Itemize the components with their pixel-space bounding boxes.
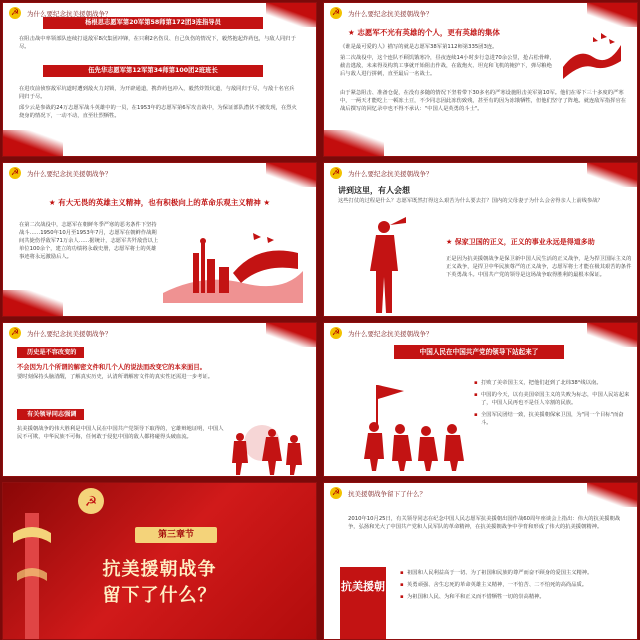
slide-heading: 讲到这里，有人会想 bbox=[338, 186, 410, 195]
slide-thumbnail-8[interactable] bbox=[323, 482, 638, 640]
slide-heading bbox=[3, 197, 316, 208]
slide-paragraph: 由于紧急阻击、准备仓促，在没有多随的情况下坚着带下30多名的严寒设施阻击美军第10军。他们在零下三十多度的严寒中，一两天才能吃上一顿冻土豆，不少同志因此冻伤致残，甚至有的因为冻饿牺牲，但他们坚守了阵地。就连敌军指挥官在战后撰写的回忆录中也不得不承认："中国人是英勇的斗士"。 bbox=[340, 90, 627, 112]
header-title: 为什么要纪念抗美援朝战争？ bbox=[27, 9, 112, 18]
list-item-text: 为祖国和人民、为和平和正义而不惜牺牲一切的崇高精神。 bbox=[407, 594, 545, 600]
header-title: 抗美援朝战争留下了什么？ bbox=[348, 489, 426, 498]
party-emblem-icon: ☭ bbox=[331, 328, 341, 338]
slide-heading-text: 志愿军不光有英雄的个人，更有英雄的集体 bbox=[357, 28, 500, 37]
chapter-title-line-1: 抗美援朝战争 bbox=[102, 559, 217, 580]
bullet-icon: ▪ bbox=[474, 412, 478, 418]
party-emblem-icon: ☭ bbox=[331, 488, 341, 498]
party-emblem-icon: ☭ bbox=[331, 168, 341, 178]
header-title: 为什么要纪念抗美援朝战争？ bbox=[348, 9, 433, 18]
list-item: 第二次战役中，这个连队不顾饥饿寒冷，昼夜连续14小时步行急进70余公里，抢占松骨峰，截击逃敌，未来得及构筑工事就开始阻击作战，在敌炮火、坦克和飞机的掩护下，弹尽粮绝后与敌人进行拼刺，直至最后一名战士。 bbox=[340, 55, 555, 77]
party-emblem-icon: ☭ bbox=[331, 8, 341, 18]
list-item-text: 祖国和人民利益高于一切、为了祖国和民族的尊严而奋不顾身的爱国主义精神。 bbox=[407, 570, 593, 576]
list-item-text: 打败了美帝国主义，把他们赶到了北纬38°线以南。 bbox=[481, 380, 602, 386]
slide-paragraph: 正是因为抗美援朝战争是保卫新中国人民生活的正义战争，是为捍卫国际主义的正义战争，是捍卫中华民族尊严的正义战争，志愿军将士才能在极其艰苦的条件下英勇战斗。中国共产党的领导是这场战争取得胜利的最根本保证。 bbox=[446, 256, 632, 278]
slide-header bbox=[324, 483, 637, 503]
city-skyline-flag-icon bbox=[163, 223, 303, 303]
list-item-text: 英勇顽强、舍生忘死的革命英雄主义精神，一不怕苦、二不怕死的高尚品质。 bbox=[407, 582, 588, 588]
chapter-badge: 第三章节 bbox=[135, 527, 217, 543]
slide-thumbnail-2[interactable] bbox=[323, 2, 638, 157]
slide-thumbnail-3[interactable] bbox=[2, 162, 317, 317]
list-item bbox=[474, 391, 630, 407]
slide-heading-text: 有大无畏的英雄主义精神，也有积极向上的革命乐观主义精神 bbox=[58, 198, 261, 207]
slide-header bbox=[324, 323, 637, 343]
list-item bbox=[400, 569, 630, 577]
chapter-title-line-2: 留下了什么？ bbox=[102, 585, 217, 606]
red-flag-doves-icon bbox=[553, 27, 623, 83]
item-list bbox=[340, 43, 555, 78]
bullet-icon: ▪ bbox=[400, 594, 404, 600]
slide-header bbox=[324, 163, 637, 183]
hero-description-2 bbox=[19, 85, 299, 120]
bullet-item: 在进攻前侦察敌军坑道时遭到敌火力封锁，为开辟通道，携炸药包冲入，毅然炸毁坑道，与敌同归于尽，与敌十名官兵同归于尽。 bbox=[19, 86, 295, 100]
bugler-soldier-icon bbox=[362, 215, 408, 315]
bullet-icon: ▪ bbox=[400, 570, 404, 576]
slide-thumbnail-1[interactable] bbox=[2, 2, 317, 157]
slide-header bbox=[324, 3, 637, 23]
hero-banner-2: 伍先华志愿军第12军第34师第100团2班班长 bbox=[43, 65, 263, 77]
slide-paragraph: 2010年10月25日，有关领导同志在纪念中国人民志愿军抗美援朝出国作战60周年座谈会上指出：伟大的抗美援朝战争，弘扬和光大了中国共产党和人民军队的革命精神，在抗美援朝战争中孕育和形成了伟大的抗美援朝精神。 bbox=[348, 516, 621, 530]
header-title: 为什么要纪念抗美援朝战争？ bbox=[348, 169, 433, 178]
corner-decoration bbox=[3, 130, 63, 156]
slide-thumbnail-6[interactable] bbox=[323, 322, 638, 477]
list-item bbox=[400, 593, 630, 601]
bullet-item: 邱少云是参战的24万志愿军战斗英雄中的一员，在1953年的志愿军第6军攻击战中，为保证部队潜伏不被发现，在烈火烧身的情况下，一动不动，直至壮烈牺牲。 bbox=[19, 105, 297, 119]
party-emblem-icon: ☭ bbox=[10, 168, 20, 178]
section-heading-text: 保家卫国的正义，正义的事业永远是得道多助 bbox=[454, 238, 595, 246]
list-item bbox=[474, 379, 630, 387]
section-tag: 有关领导同志强调 bbox=[17, 409, 84, 420]
list-item-text: 全国军民团结一致，抗美援朝保家卫国，为"同一个目标"而奋斗。 bbox=[481, 412, 624, 426]
slide-subtitle: 这些打仗的过程是什么？志愿军既然打得这么艰苦为什么要去打？国内的父母妻子为什么会舍得亲人上前线参战？ bbox=[338, 198, 603, 204]
slide-thumbnail-4[interactable] bbox=[323, 162, 638, 317]
list-item bbox=[400, 581, 630, 589]
bullet-icon: ▪ bbox=[474, 380, 478, 386]
corner-decoration bbox=[324, 130, 384, 156]
list-item bbox=[474, 411, 630, 427]
header-title: 为什么要纪念抗美援朝战争？ bbox=[27, 169, 112, 178]
bullet-icon: ▪ bbox=[474, 392, 478, 398]
slide-paragraph: 要时刻保持头脑清醒，了解真实历史，认清所谓解密文件的真实性还需进一步考证。 bbox=[17, 374, 213, 380]
slide-header bbox=[3, 323, 316, 343]
header-title: 为什么要纪念抗美援朝战争？ bbox=[27, 329, 112, 338]
hero-description-1: 在阻击战中率领部队连续打退敌军8次集团冲锋，在只剩2名伤员、自己负伤的情况下，毅然抱起炸药包，与敌人同归于尽。 bbox=[19, 36, 296, 50]
slide-banner: 中国人民在中国共产党的领导下站起来了 bbox=[394, 345, 564, 359]
slide-thumbnail-5[interactable] bbox=[2, 322, 317, 477]
slide-header bbox=[3, 163, 316, 183]
soldier-silhouettes-icon bbox=[222, 423, 308, 475]
bullet-list bbox=[400, 569, 630, 605]
star-icon: ★ bbox=[48, 198, 59, 207]
star-icon: ★ bbox=[348, 28, 358, 37]
spirit-label-box: 抗美援朝 bbox=[340, 567, 386, 640]
section-heading bbox=[446, 237, 636, 247]
list-item-text: 中国的今天，以有美国帝国主义的失败为标志，中国人民站起来了，中国人民再也不是任人宰割的民族。 bbox=[481, 392, 630, 406]
party-emblem-icon bbox=[77, 487, 105, 515]
section-tag: 历史是不容改变的 bbox=[17, 347, 84, 358]
star-icon: ★ bbox=[446, 238, 455, 246]
star-icon: ★ bbox=[260, 198, 271, 207]
emblem-glyph: ☭ bbox=[84, 494, 98, 510]
slide-heading: 不会因为几个所谓的解密文件和几个人的说法而改变它的本来面目。 bbox=[17, 364, 206, 371]
bullet-icon: ▪ bbox=[400, 582, 404, 588]
party-emblem-icon: ☭ bbox=[10, 328, 20, 338]
hero-banner-1: 杨根思志愿军第20军第58师第172团3连指导员 bbox=[43, 17, 263, 29]
slide-paragraph: 在第二次战役中，志愿军在朝鲜冬季严寒的恶劣条件下坚持战斗……1950年10月至1953年7月，志愿军在朝鲜作战期间共毙伤俘敌军71万余人……据统计，志愿军共歼敌营以上单位100余个，建立的功绩将永载史册，志愿军将士的英雄事迹将永远激励后人。 bbox=[19, 222, 159, 260]
slide-thumbnail-7[interactable] bbox=[2, 482, 317, 640]
party-emblem-icon: ☭ bbox=[10, 8, 20, 18]
list-item: 《谁是最可爱的人》描写的就是志愿军38军第112师第335团3连。 bbox=[340, 44, 498, 50]
corner-decoration bbox=[3, 290, 63, 316]
slide-heading bbox=[348, 27, 500, 38]
header-title: 为什么要纪念抗美援朝战争？ bbox=[348, 329, 433, 338]
bullet-list bbox=[474, 379, 630, 431]
slide-paragraph: 抗美援朝战争的伟大胜利是中国人民在中国共产党领导下取得的，它雄辩地证明，中国人民不可欺，中华民族不可侮，任何敢于侵犯中国的敌人都将碰得头破血流。 bbox=[17, 426, 224, 440]
